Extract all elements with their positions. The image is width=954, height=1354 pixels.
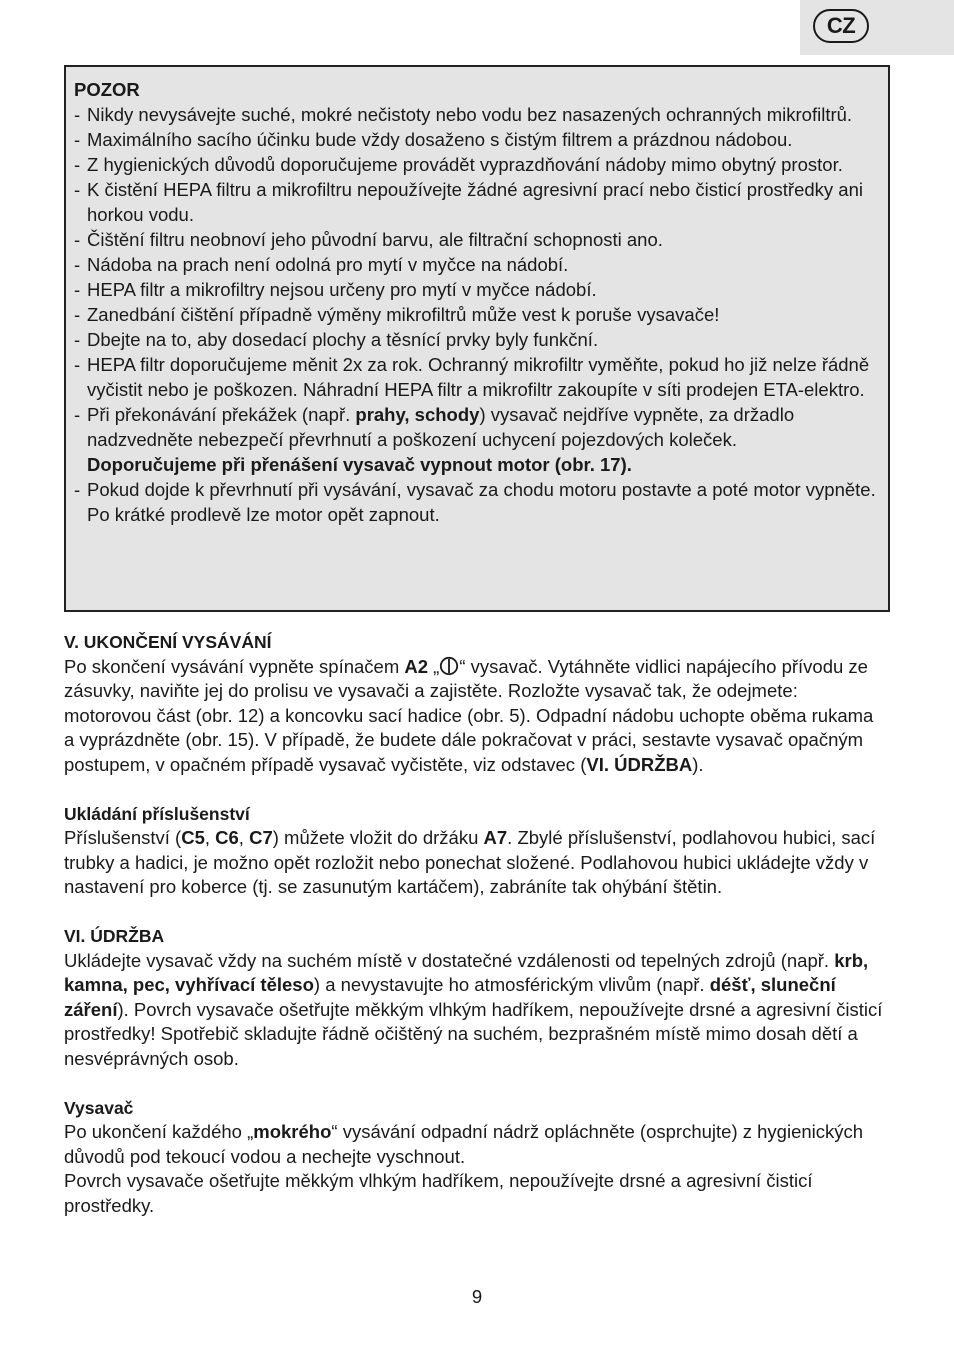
- warning-item: - Dbejte na to, aby dosedací plochy a těsnící prvky byly funkční.: [74, 327, 878, 352]
- text: ,: [204, 827, 216, 848]
- warning-item: - Pokud dojde k převrhnutí při vysávání, vysavač za chodu motoru postavte a poté motor vypněte. Po krátké prodlevě lze motor opět zapnout.: [74, 477, 878, 527]
- text: “ vysávání odpadní nádrž opláchněte (osprchujte) z hygienických důvodů pod tekoucí vodou a nechejte vyschnout.: [64, 1121, 864, 1167]
- bold-text: déšť, sluneční záření: [64, 974, 836, 1020]
- warning-item: - Nádoba na prach není odolná pro mytí v myčce na nádobí.: [74, 252, 878, 277]
- section-title: V. UKONČENÍ VYSÁVÁNÍ: [64, 632, 272, 652]
- section-paragraph: [64, 949, 884, 1072]
- obstacle-recommendation: Doporučujeme při přenášení vysavač vypnout motor (obr. 17).: [87, 454, 632, 475]
- main-content: [64, 630, 884, 1218]
- obstacle-text: Při překonávání překážek (např.: [87, 404, 356, 425]
- text: ) můžete vložit do držáku: [272, 827, 484, 848]
- section-title: VI. ÚDRŽBA: [64, 926, 165, 946]
- text: Příslušenství (: [64, 827, 182, 848]
- warning-item: - Z hygienických důvodů doporučujeme provádět vyprazdňování nádoby mimo obytný prostor.: [74, 152, 878, 177]
- section-paragraph: [64, 1120, 884, 1169]
- warning-item: - Zanedbání čištění případně výměny mikrofiltrů může vest k poruše vysavače!: [74, 302, 878, 327]
- bold-text: VI. ÚDRŽBA: [586, 753, 693, 775]
- warning-box: [64, 65, 890, 612]
- section-paragraph: [64, 826, 884, 900]
- text: ).: [692, 753, 704, 775]
- warning-item: - Maximálního sacího účinku bude vždy dosaženo s čistým filtrem a prázdnou nádobou.: [74, 127, 878, 152]
- warning-list: [74, 102, 878, 527]
- warning-item: - Čištění filtru neobnoví jeho původní barvu, ale filtrační schopnosti ano.: [74, 227, 878, 252]
- obstacle-text: ) vysavač nejdříve vypněte, za držadlo nadzvedněte nebezpečí převrhnutí a poškození uchycení pojezdových koleček.: [87, 404, 795, 450]
- text: . Zbylé příslušenství, podlahovou hubici, sací trubky a hadici, je možno opět rozložit nebo ponechat složené. Podlahovou hubici ukládejte vždy v nastavení pro koberce (tj. se zasunutým kartáčem), zabráníte tak ohýbání štětin.: [64, 827, 876, 897]
- warning-title: POZOR: [74, 79, 140, 100]
- text: ). Povrch vysavače ošetřujte měkkým vlhkým hadříkem, nepoužívejte drsné a agresivní čisticí prostředky! Spotřebič skladujte řádně očištěný na suchém, bezprašném místě mimo dosah dětí a nesvéprávných osob.: [64, 998, 883, 1069]
- bold-text: C5: [181, 827, 205, 848]
- warning-item: - K čistění HEPA filtru a mikrofiltru nepoužívejte žádné agresivní prací nebo čisticí prostředky ani horkou vodu.: [74, 177, 878, 227]
- obstacle-bold: prahy, schody: [355, 404, 480, 425]
- bold-text: A2: [404, 655, 429, 677]
- bold-text: krb, kamna, pec, vyhřívací těleso: [64, 949, 869, 995]
- text: “ vysavač. Vytáhněte vidlici napájecího přívodu ze zásuvky, naviňte jej do prolisu ve vysavači a zajistěte. Rozložte vysavač tak, že odejmete: motorovou část (obr. 12) a koncovku sací hadice (obr. 5). Odpadní nádobu uchopte oběma rukama a vyprázdněte (obr. 15). V případě, že budete dále pokračovat v práci, sestavte vysavač opačným postupem, v opačném případě vysavač vyčistěte, viz odstavec (: [64, 655, 874, 775]
- bold-text: A7: [483, 827, 508, 848]
- warning-item-obstacle: [74, 402, 878, 477]
- text: „: [428, 655, 440, 677]
- warning-item: - Nikdy nevysávejte suché, mokré nečistoty nebo vodu bez nasazených ochranných mikrofiltrů.: [74, 102, 878, 127]
- text: Po ukončení každého „: [64, 1121, 254, 1142]
- language-badge: CZ: [813, 9, 869, 43]
- text: ,: [238, 827, 250, 848]
- section-paragraph: [64, 655, 884, 778]
- page-number: 9: [471, 1286, 483, 1307]
- bold-text: C6: [215, 827, 239, 848]
- power-switch-icon: [439, 656, 459, 676]
- section-title: Ukládání příslušenství: [64, 803, 250, 824]
- text: Ukládejte vysavač vždy na suchém místě v dostatečné vzdálenosti od tepelných zdrojů (např.: [64, 949, 835, 971]
- text: Po skončení vysávání vypněte spínačem: [64, 655, 405, 677]
- bold-text: C7: [249, 827, 273, 848]
- section-paragraph: Povrch vysavače ošetřujte měkkým vlhkým hadříkem, nepoužívejte drsné a agresivní čisticí prostředky.: [64, 1170, 813, 1216]
- bold-text: mokrého: [253, 1121, 332, 1142]
- warning-item: - HEPA filtr a mikrofiltry nejsou určeny pro mytí v myčce nádobí.: [74, 277, 878, 302]
- text: ) a nevystavujte ho atmosférickým vlivům (např.: [313, 974, 710, 995]
- section-title: Vysavač: [64, 1097, 134, 1118]
- warning-item: - HEPA filtr doporučujeme měnit 2x za rok. Ochranný mikrofiltr vyměňte, pokud ho již nelze řádně vyčistit nebo je poškozen. Náhradní HEPA filtr a mikrofiltr zakoupíte v síti prodejen ETA-elektro.: [74, 352, 878, 402]
